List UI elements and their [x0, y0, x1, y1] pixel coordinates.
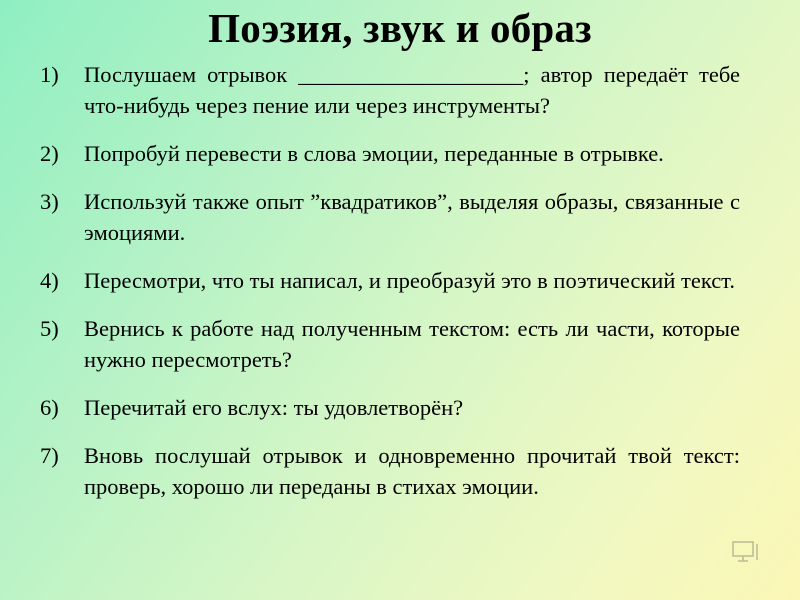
list-item: [40, 313, 740, 375]
list-item: [40, 392, 740, 423]
list-item-text: Вновь послушай отрывок и одновременно прочитай твой текст: проверь, хорошо ли переданы в стихах эмоции.: [84, 443, 740, 499]
list-item-text: Попробуй перевести в слова эмоции, переданные в отрывке.: [84, 141, 664, 166]
list-item: [40, 186, 740, 248]
list-item: [40, 265, 740, 296]
list-item-text: Используй также опыт ”квадратиков”, выделяя образы, связанные с эмоциями.: [84, 189, 740, 245]
list-item-text: Вернись к работе над полученным текстом: есть ли части, которые нужно пересмотреть?: [84, 316, 740, 372]
list-item: [40, 138, 740, 169]
list-item-number: 6): [40, 395, 59, 420]
list-item-number: 4): [40, 268, 59, 293]
list-item-number: 3): [40, 189, 59, 214]
list-item-text: Перечитай его вслух: ты удовлетворён?: [84, 395, 464, 420]
slide-title: Поэзия, звук и образ: [208, 5, 592, 51]
list-item-number: 7): [40, 443, 59, 468]
list-item-number: 2): [40, 141, 59, 166]
list-item-number: 1): [40, 62, 59, 87]
list-item: [40, 59, 740, 121]
list-item-text: Послушаем отрывок ____________________; автор передаёт тебе что-нибудь через пение или через инструменты?: [84, 62, 740, 118]
list-item-text: Пересмотри, что ты написал, и преобразуй это в поэтический текст.: [84, 268, 735, 293]
list-item-number: 5): [40, 316, 59, 341]
presentation-watermark-icon: [732, 540, 762, 562]
list-item: [40, 440, 740, 502]
instruction-list: [40, 59, 740, 502]
